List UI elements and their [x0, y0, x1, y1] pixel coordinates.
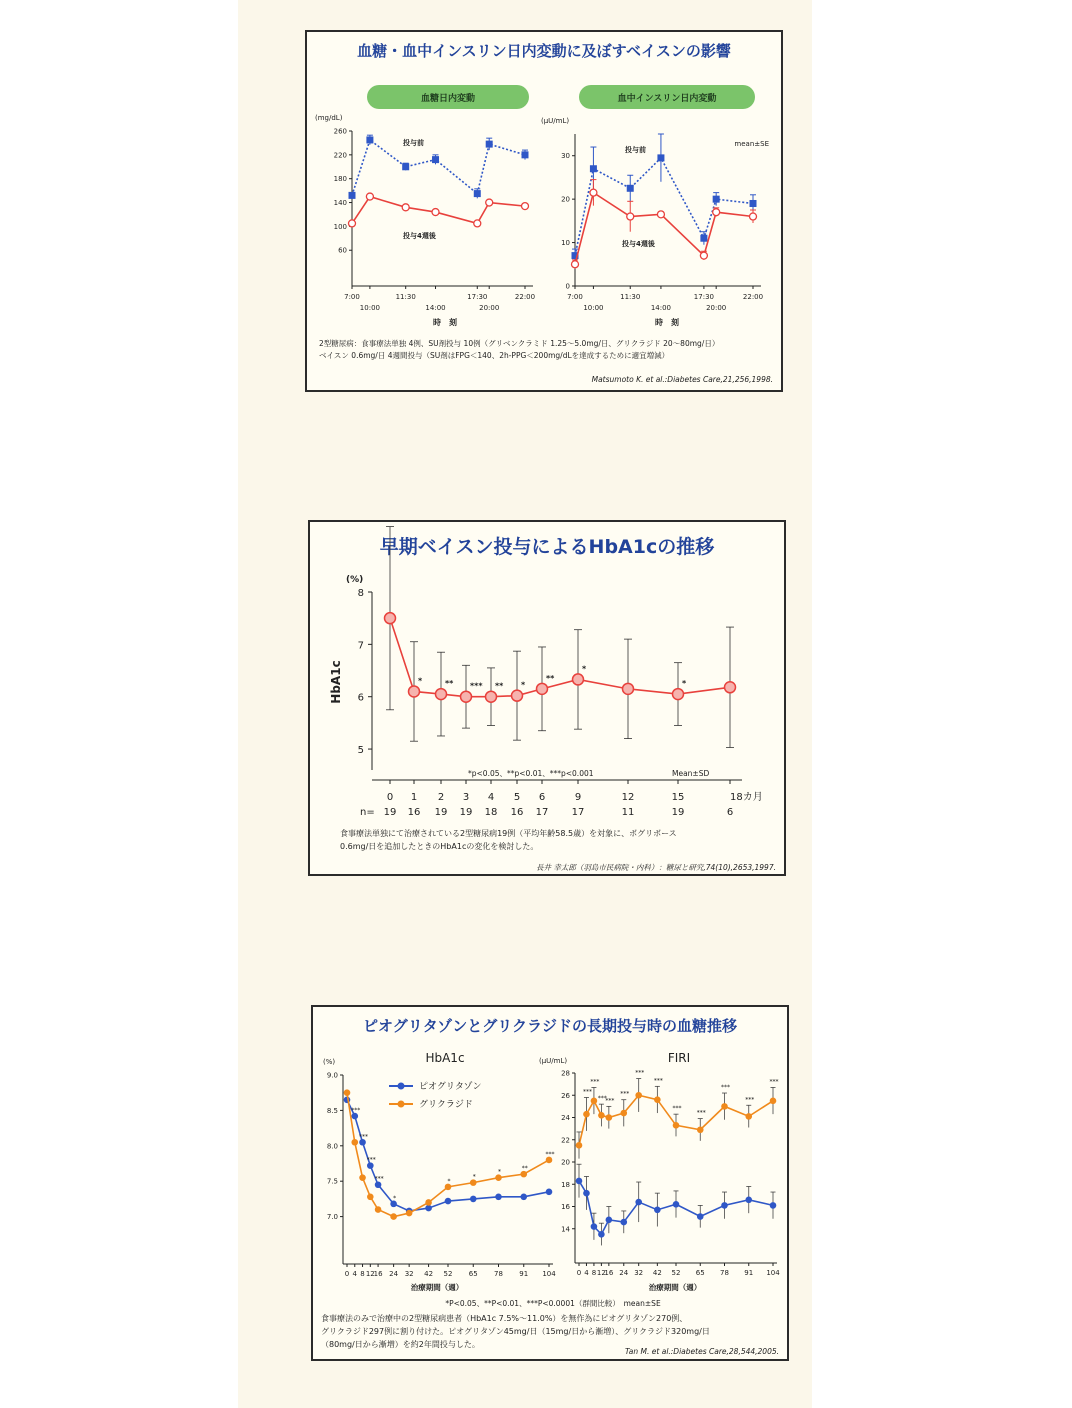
series-post-label: 投与4週後 — [403, 232, 436, 240]
series-pre-label: 投与前 — [625, 146, 646, 154]
hba1c-xtick-label: 4 — [487, 792, 495, 803]
p3-hba1c-ytick-label: 7.5 — [326, 1177, 338, 1186]
glucose-xtick-label: 20:00 — [479, 304, 500, 312]
p3-firi-point-0 — [591, 1223, 598, 1230]
p3-firi-point-1 — [606, 1114, 613, 1121]
hba1c-xtick-label: 1 — [410, 792, 418, 803]
insulin-xlabel: 時 刻 — [655, 318, 679, 327]
p3-hba1c-xtick-label: 104 — [542, 1270, 556, 1278]
hba1c-sig-mark: * — [521, 680, 526, 690]
glucose-unit: (mg/dL) — [315, 114, 343, 122]
insulin-xtick-label: 14:00 — [650, 304, 672, 312]
glucose-ytick-label: 60 — [338, 246, 347, 255]
insulin-point-pre — [700, 235, 707, 242]
p3-hba1c-point-0 — [495, 1193, 502, 1200]
glucose-ytick-label: 180 — [333, 175, 347, 184]
p3-firi-point-1 — [598, 1112, 605, 1119]
p3-firi-point-0 — [721, 1202, 728, 1209]
p3-firi-point-0 — [770, 1202, 777, 1209]
glucose-xtick-label: 22:00 — [514, 293, 536, 301]
insulin-point-post — [713, 209, 720, 216]
p3-firi-sig-mark: *** — [620, 1090, 630, 1098]
p3-hba1c-ytick-label: 8.5 — [326, 1106, 338, 1115]
panel1-title: 血糖・血中インスリン日内変動に及ぼすベイスンの影響 — [357, 42, 731, 60]
p3-firi-sig-mark: *** — [605, 1097, 615, 1105]
p3-firi-xtick-label: 65 — [695, 1269, 705, 1277]
mean-se-label: mean±SE — [734, 140, 769, 148]
p3-hba1c-series-0-line — [347, 1100, 549, 1211]
hba1c-xtick-label: 6 — [538, 792, 546, 803]
p3-hba1c-point-1 — [390, 1213, 397, 1220]
glucose-point-pre — [486, 141, 493, 148]
insulin-point-pre — [713, 196, 720, 203]
p3-firi-sig-mark: *** — [769, 1078, 779, 1086]
p3-hba1c-point-1 — [406, 1210, 413, 1217]
p3-firi-point-0 — [598, 1231, 605, 1238]
p3-firi-point-1 — [654, 1096, 661, 1103]
p3-firi-xtick-label: 104 — [766, 1269, 780, 1277]
hba1c-sig-mark: * — [418, 676, 423, 686]
hba1c-point — [537, 683, 548, 694]
p3-hba1c-xtick-label: 4 — [352, 1270, 358, 1278]
n-label: n= — [360, 807, 375, 818]
panel1-citation: Matsumoto K. et al.:Diabetes Care,21,256,1998. — [591, 375, 773, 384]
glucose-point-pre — [366, 136, 373, 143]
insulin-ytick-label: 20 — [561, 195, 570, 204]
series-post-label: 投与4週後 — [622, 240, 655, 248]
hba1c-ytick-label: 7 — [357, 640, 364, 652]
p3-firi-point-0 — [673, 1201, 680, 1208]
hba1c-ylabel: HbA1c — [329, 660, 343, 704]
insulin-point-post — [657, 211, 664, 218]
glucose-ytick-label: 140 — [333, 199, 347, 208]
glucose-point-post — [402, 204, 409, 211]
panel3-sig-note: *P<0.05、**P<0.01、***P<0.0001（群間比較） mean±SE — [445, 1299, 661, 1308]
p3-hba1c-point-0 — [470, 1196, 477, 1203]
hba1c-xtick-label: 3 — [462, 792, 470, 803]
p3-hba1c-point-1 — [359, 1174, 366, 1181]
panel3-title: ピオグリタゾンとグリクラジドの長期投与時の血糖推移 — [363, 1017, 737, 1035]
hba1c-point — [461, 691, 472, 702]
p3-firi-point-0 — [654, 1207, 661, 1214]
glucose-point-post — [432, 209, 439, 216]
glucose-xtick-label: 10:00 — [359, 304, 380, 312]
insulin-ytick-label: 30 — [561, 152, 570, 161]
hba1c-xtick-label: 0 — [386, 792, 394, 803]
p3-firi-point-0 — [745, 1197, 752, 1204]
glucose-ytick-label: 220 — [333, 151, 347, 160]
p3-hba1c-sig-mark: * — [393, 1194, 397, 1202]
p3-hba1c-point-0 — [546, 1189, 553, 1196]
insulin-ytick-label: 0 — [565, 282, 570, 291]
p3-hba1c-xtick-label: 12 — [365, 1270, 375, 1278]
p3-firi-ytick-label: 24 — [561, 1114, 570, 1122]
p3-firi-point-1 — [745, 1113, 752, 1120]
p3-hba1c-xtick-label: 8 — [360, 1270, 365, 1278]
legend-gliclazide-marker — [398, 1101, 405, 1108]
p3-hba1c-xtick-label: 0 — [344, 1270, 350, 1278]
hba1c-xtick-label: 12 — [621, 792, 635, 803]
hba1c-ytick-label: 5 — [357, 745, 364, 757]
hba1c-xtick-label: 9 — [574, 792, 582, 803]
p3-hba1c-sig-mark: *** — [351, 1107, 361, 1115]
panel3-chart-area — [313, 1007, 787, 1359]
p3-hba1c-sig-mark: ** — [521, 1165, 528, 1173]
panel1-chart-area — [307, 32, 781, 390]
p3-hba1c-sig-mark: *** — [366, 1156, 376, 1164]
p3-firi-sig-mark: *** — [696, 1109, 706, 1117]
p3-firi-point-0 — [583, 1190, 590, 1197]
insulin-point-pre — [590, 165, 597, 172]
p3-firi-point-0 — [635, 1199, 642, 1206]
p3-firi-xtick-label: 8 — [591, 1269, 597, 1277]
left-xlabel: 治療期間（週） — [410, 1283, 464, 1292]
glucose-point-pre — [349, 192, 356, 199]
p3-firi-point-0 — [697, 1213, 704, 1220]
mean-sd-label: Mean±SD — [672, 769, 710, 778]
p3-hba1c-point-1 — [344, 1089, 351, 1096]
insulin-unit: (μU/mL) — [541, 117, 570, 125]
insulin-ytick-label: 10 — [561, 239, 570, 248]
glucose-point-pre — [402, 163, 409, 170]
panel1-note-1: 2型糖尿病：食事療法単独 4例、SU剤投与 10例（グリベンクラミド 1.25〜5.0mg/日、グリクラジド 20〜80mg/日） — [319, 339, 720, 348]
p3-firi-ytick-label: 14 — [561, 1225, 570, 1234]
glucose-series-0-line — [352, 140, 525, 195]
p3-firi-sig-mark: *** — [635, 1069, 645, 1077]
insulin-point-pre — [657, 154, 664, 161]
p3-hba1c-ytick-label: 9.0 — [326, 1071, 338, 1080]
p3-firi-sig-mark: *** — [582, 1088, 592, 1096]
hba1c-point — [623, 683, 634, 694]
insulin-xtick-label: 20:00 — [706, 304, 727, 312]
panel-hba1c-voglibose — [308, 520, 786, 876]
hba1c-sig-mark: ** — [546, 673, 555, 683]
p3-firi-sig-mark: *** — [745, 1096, 755, 1104]
glucose-point-pre — [474, 190, 481, 197]
p3-firi-sig-mark: *** — [672, 1105, 682, 1113]
legend-gliclazide-label: グリクラジド — [419, 1100, 473, 1110]
p3-hba1c-xtick-label: 32 — [404, 1270, 414, 1278]
p3-firi-point-1 — [591, 1098, 598, 1105]
p3-firi-point-0 — [606, 1217, 613, 1224]
p3-hba1c-ytick-label: 7.0 — [326, 1213, 338, 1222]
hba1c-ytick-label: 8 — [357, 588, 364, 599]
hba1c-point — [436, 689, 447, 700]
legend — [389, 1080, 482, 1110]
p3-firi-sig-mark: *** — [721, 1084, 730, 1092]
p3-hba1c-point-1 — [375, 1206, 382, 1213]
insulin-xtick-label: 11:30 — [620, 293, 641, 301]
p3-firi-sig-mark: *** — [597, 1095, 607, 1103]
glucose-point-post — [349, 220, 356, 227]
p3-firi-point-1 — [673, 1122, 680, 1129]
panel3-note-1: 食事療法のみで治療中の2型糖尿病患者（HbA1c 7.5%〜11.0%）を無作為にピオグリタゾン270例、 — [321, 1314, 688, 1323]
hba1c-sig-mark: * — [682, 679, 687, 689]
glucose-xtick-label: 7:00 — [344, 293, 360, 301]
insulin-point-post — [627, 213, 634, 220]
hba1c-n-value: 11 — [621, 807, 635, 818]
hba1c-sig-mark: ** — [445, 679, 454, 689]
hba1c-subtitle: HbA1c — [425, 1051, 465, 1065]
insulin-point-pre — [627, 185, 634, 192]
p3-firi-xtick-label: 52 — [671, 1269, 681, 1277]
hba1c-xtick-label: 2 — [437, 792, 445, 803]
p3-hba1c-xtick-label: 52 — [443, 1270, 453, 1278]
hba1c-n-value: 17 — [535, 807, 549, 818]
insulin-xtick-label: 7:00 — [567, 293, 583, 301]
hba1c-n-value: 18 — [484, 807, 498, 818]
p3-firi-ytick-label: 18 — [561, 1180, 570, 1189]
panel3-note-3: （80mg/日から漸増）を約2年間投与した。 — [321, 1340, 480, 1349]
p3-firi-ytick-label: 16 — [561, 1203, 570, 1211]
p3-hba1c-point-0 — [520, 1193, 527, 1200]
hba1c-xtick-label: 18カ月 — [730, 792, 763, 803]
hba1c-sig-mark: *** — [470, 681, 483, 691]
p3-hba1c-point-1 — [351, 1139, 358, 1146]
glucose-xtick-label: 17:30 — [467, 293, 488, 301]
p3-firi-sig-mark: *** — [653, 1077, 663, 1085]
p3-hba1c-ytick-label: 8.0 — [326, 1142, 338, 1151]
hba1c-n-value: 19 — [434, 807, 448, 818]
badge-glucose-label: 血糖日内変動 — [420, 94, 476, 104]
p3-hba1c-sig-mark: * — [472, 1173, 476, 1181]
p3-firi-point-1 — [576, 1142, 583, 1149]
p3-firi-xtick-label: 91 — [744, 1269, 754, 1277]
p3-firi-point-1 — [697, 1126, 704, 1133]
hba1c-n-value: 6 — [726, 807, 734, 818]
p3-firi-ytick-label: 26 — [561, 1091, 570, 1100]
hba1c-n-value: 19 — [459, 807, 473, 818]
hba1c-n-value: 16 — [407, 807, 421, 818]
p3-firi-point-1 — [770, 1098, 777, 1105]
insulin-series-1-line — [575, 193, 753, 265]
firi-subtitle: FIRI — [667, 1051, 691, 1065]
hba1c-point — [409, 686, 420, 697]
hba1c-point — [725, 682, 736, 693]
p3-firi-xtick-label: 16 — [604, 1269, 614, 1277]
hba1c-ytick-label: 6 — [357, 692, 364, 704]
insulin-point-post — [572, 261, 579, 268]
glucose-point-post — [486, 199, 493, 206]
glucose-point-post — [474, 220, 481, 227]
p3-hba1c-point-0 — [445, 1198, 452, 1205]
panel-glucose-insulin — [305, 30, 783, 392]
hba1c-point — [512, 690, 523, 701]
p3-firi-sig-mark: *** — [590, 1078, 600, 1086]
glucose-ytick-label: 260 — [333, 127, 347, 136]
p3-firi-xtick-label: 42 — [652, 1269, 662, 1277]
panel1-note-2: ベイスン 0.6mg/日 4週間投与（SU剤はFPG＜140、2h-PPG＜200mg/dLを達成するために適宜増減） — [319, 351, 670, 360]
p3-hba1c-xtick-label: 16 — [373, 1270, 383, 1278]
p3-firi-xtick-label: 32 — [634, 1269, 644, 1277]
hba1c-xtick-label: 15 — [671, 792, 685, 803]
panel3-note-2: グリクラジド297例に割り付けた。ピオグリタゾン45mg/日（15mg/日から漸増）、グリクラジド320mg/日 — [321, 1327, 710, 1336]
p3-hba1c-sig-mark: *** — [359, 1133, 369, 1141]
p3-hba1c-xtick-label: 42 — [424, 1270, 434, 1278]
hba1c-n-value: 19 — [383, 807, 397, 818]
panel2-note-1: 食事療法単独にて治療されている2型糖尿病19例（平均年齢58.5歳）を対象に、ボグリボース — [340, 829, 677, 838]
insulin-point-post — [700, 252, 707, 259]
p3-hba1c-point-1 — [425, 1199, 432, 1206]
hba1c-point — [573, 674, 584, 685]
panel2-citation: 長井 幸太郎（羽島市民病院・内科）：糖尿と研究,74(10),2653,1997. — [535, 863, 776, 872]
p3-hba1c-sig-mark: *** — [374, 1175, 384, 1183]
p3-firi-point-1 — [721, 1103, 728, 1110]
p3-firi-point-1 — [620, 1110, 627, 1117]
p3-hba1c-xtick-label: 78 — [494, 1270, 503, 1278]
glucose-point-pre — [522, 151, 529, 158]
p3-firi-ytick-label: 28 — [561, 1069, 570, 1078]
glucose-xtick-label: 14:00 — [425, 304, 446, 312]
panel2-title: 早期ベイスン投与によるHbA1cの推移 — [379, 536, 715, 558]
glucose-ytick-label: 100 — [333, 222, 347, 231]
p3-firi-xtick-label: 12 — [596, 1269, 606, 1277]
panel3-citation: Tan M. et al.:Diabetes Care,28,544,2005. — [625, 1347, 779, 1356]
glucose-point-pre — [432, 156, 439, 163]
p3-hba1c-point-1 — [367, 1193, 374, 1200]
p3-firi-xtick-label: 4 — [584, 1269, 589, 1277]
sig-note: *p<0.05、**p<0.01、***p<0.001 — [468, 769, 594, 778]
p3-hba1c-xtick-label: 91 — [519, 1270, 529, 1278]
glucose-xtick-label: 11:30 — [395, 293, 416, 301]
hba1c-xtick-label: 5 — [513, 792, 521, 803]
p3-firi-point-0 — [576, 1178, 583, 1185]
badge-insulin-label: 血中インスリン日内変動 — [617, 94, 717, 104]
p3-hba1c-sig-mark: * — [498, 1168, 501, 1176]
p3-firi-point-0 — [620, 1219, 627, 1226]
p3-firi-xtick-label: 0 — [576, 1269, 582, 1277]
insulin-point-post — [590, 189, 597, 196]
insulin-xtick-label: 10:00 — [583, 304, 604, 312]
hba1c-point — [673, 689, 684, 700]
insulin-series-0-line — [575, 158, 753, 256]
hba1c-sig-mark: ** — [495, 681, 504, 691]
insulin-point-pre — [750, 200, 757, 207]
glucose-point-post — [366, 193, 373, 200]
hba1c-sig-mark: * — [582, 664, 587, 674]
glucose-point-post — [522, 203, 529, 210]
series-pre-label: 投与前 — [403, 139, 424, 147]
panel-pioglitazone-gliclazide — [311, 1005, 789, 1361]
hba1c-point — [385, 613, 396, 624]
insulin-xtick-label: 17:30 — [693, 293, 714, 301]
hba1c-n-value: 17 — [571, 807, 585, 818]
p3-hba1c-point-0 — [425, 1205, 432, 1212]
p3-firi-xtick-label: 24 — [619, 1269, 629, 1277]
p3-firi-point-1 — [635, 1092, 642, 1099]
hba1c-point — [486, 691, 497, 702]
p3-hba1c-xtick-label: 65 — [468, 1270, 478, 1278]
p3-firi-ytick-label: 22 — [561, 1136, 570, 1145]
p3-firi-point-1 — [583, 1111, 590, 1118]
left-unit: (%) — [323, 1058, 336, 1066]
p3-hba1c-sig-mark: * — [447, 1177, 451, 1185]
panel2-chart-area — [310, 522, 784, 874]
legend-pioglitazone-marker — [398, 1083, 405, 1090]
insulin-xtick-label: 22:00 — [742, 293, 764, 301]
panel2-note-2: 0.6mg/日を追加したときのHbA1cの変化を検討した。 — [340, 842, 539, 851]
right-unit: (μU/mL) — [539, 1057, 568, 1065]
p3-hba1c-sig-mark: *** — [545, 1150, 555, 1158]
glucose-xlabel: 時 刻 — [433, 318, 457, 327]
p3-firi-ytick-label: 20 — [561, 1158, 570, 1167]
hba1c-unit: (%) — [346, 575, 364, 585]
hba1c-n-value: 19 — [671, 807, 685, 818]
p3-hba1c-xtick-label: 24 — [389, 1270, 399, 1278]
right-xlabel: 治療期間（週） — [648, 1283, 702, 1292]
legend-pioglitazone-label: ピオグリタゾン — [419, 1082, 482, 1092]
hba1c-n-value: 16 — [510, 807, 524, 818]
insulin-point-post — [750, 213, 757, 220]
p3-firi-xtick-label: 78 — [720, 1269, 729, 1277]
